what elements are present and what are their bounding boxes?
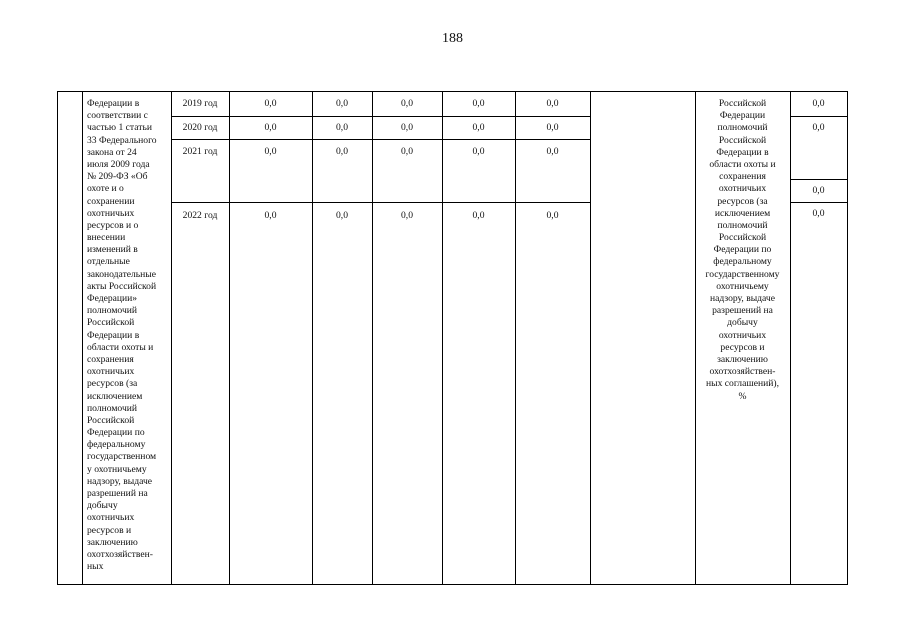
text-line: Федерации» (87, 293, 138, 304)
value-cell: 0,0 (401, 98, 413, 109)
text-line: государственном (87, 451, 157, 463)
row-divider (171, 202, 590, 203)
target-cell: 0,0 (812, 122, 825, 133)
text-line: % (738, 390, 747, 402)
year-cell: 2020 год (182, 122, 218, 133)
text-line: разрешений на (87, 488, 148, 499)
text-line: ресурсов (за (87, 378, 138, 390)
value-cell: 0,0 (472, 98, 485, 109)
row-divider (790, 202, 847, 203)
text-line: Российской (718, 232, 767, 244)
text-line: Федерации в (87, 329, 140, 341)
target-cell: 0,0 (812, 98, 825, 109)
value-cell: 0,0 (401, 122, 413, 133)
text-line: добычу (727, 317, 758, 329)
text-line: разрешений на (712, 305, 773, 317)
text-line: охотничьих (87, 512, 135, 524)
column-divider (590, 92, 591, 584)
column-divider (372, 92, 373, 584)
text-line: Российской (87, 317, 135, 329)
value-cell: 0,0 (336, 98, 348, 109)
year-cell: 2019 год (182, 98, 218, 109)
text-line: охотхозяйствен- (709, 366, 776, 378)
text-line: охотничьему (716, 280, 769, 292)
text-line: полномочий (717, 219, 768, 231)
text-line: заключению (717, 353, 768, 365)
text-line: ных (87, 561, 104, 573)
text-line: полномочий (87, 402, 138, 414)
text-line: Федерации по (713, 244, 772, 256)
value-cell: 0,0 (336, 146, 348, 157)
text-line: области охоты и (87, 341, 154, 353)
row-divider (790, 116, 847, 117)
text-line: охотничьих (87, 207, 135, 219)
row-divider (171, 139, 590, 140)
text-line: охотничьих (718, 183, 767, 195)
text-line: государственному (705, 268, 780, 280)
text-line: ресурсов и (720, 341, 765, 353)
text-line: 33 Федерального (87, 134, 157, 146)
text-line: ресурсов (за (717, 195, 768, 207)
target-cell: 0,0 (812, 185, 825, 196)
text-line: сохранении (87, 195, 135, 207)
column-divider (515, 92, 516, 584)
text-line: исключением (87, 390, 143, 402)
value-cell: 0,0 (546, 122, 559, 133)
text-line: федеральному (713, 256, 772, 268)
value-cell: 0,0 (472, 210, 485, 221)
text-line: сохранения (87, 353, 134, 365)
value-cell: 0,0 (472, 146, 485, 157)
column-divider (312, 92, 313, 584)
value-cell: 0,0 (546, 98, 559, 109)
text-line: Федерации в (716, 146, 769, 158)
text-line: Российской (718, 134, 767, 146)
text-line: охоте и о (87, 183, 124, 195)
text-line: полномочий (87, 305, 138, 317)
text-line: у охотничьему (87, 463, 147, 475)
text-line: изменений в (87, 244, 138, 256)
text-line: законодательные (87, 268, 157, 280)
value-cell: 0,0 (264, 146, 277, 157)
column-divider (229, 92, 230, 584)
row-divider (171, 116, 590, 117)
text-line: Федерации по (87, 427, 145, 439)
text-line: Российской (87, 414, 135, 426)
value-cell: 0,0 (401, 210, 413, 221)
value-cell: 0,0 (264, 122, 277, 133)
value-cell: 0,0 (264, 98, 277, 109)
text-line: ресурсов и (87, 524, 132, 536)
text-line: ных соглашений), (706, 378, 779, 390)
text-line: частью 1 статьи (87, 122, 152, 134)
text-line: Федерации (719, 110, 766, 122)
row-divider (790, 179, 847, 180)
text-line: надзору, выдаче (709, 293, 776, 304)
text-line: Федерации в (87, 98, 140, 109)
column-divider (171, 92, 172, 584)
year-cell: 2022 год (182, 210, 218, 221)
column-divider (82, 92, 83, 584)
text-line: охотничьих (718, 329, 767, 341)
text-line: надзору, выдаче (87, 475, 153, 487)
text-line: полномочий (717, 122, 768, 134)
value-cell: 0,0 (264, 210, 277, 221)
text-line: заключению (87, 536, 138, 548)
value-cell: 0,0 (546, 210, 559, 221)
text-line: исключением (714, 207, 771, 219)
text-line: федеральному (87, 439, 146, 451)
text-line: добычу (87, 500, 118, 512)
value-cell: 0,0 (336, 122, 348, 133)
text-line: сохранения (719, 171, 766, 183)
text-line: внесении (87, 232, 126, 244)
column-divider (790, 92, 791, 584)
text-line: соответствии с (87, 110, 148, 122)
column-divider (442, 92, 443, 584)
value-cell: 0,0 (546, 146, 559, 157)
target-cell: 0,0 (812, 208, 825, 219)
text-line: Российской (718, 98, 767, 109)
value-cell: 0,0 (401, 146, 413, 157)
text-line: ресурсов и о (87, 219, 139, 231)
event-description (87, 98, 171, 573)
program-table (57, 91, 848, 585)
value-cell: 0,0 (336, 210, 348, 221)
text-line: отдельные (87, 256, 130, 268)
text-line: закона от 24 (87, 146, 137, 158)
text-line: акты Российской (87, 280, 157, 292)
text-line: июля 2009 года (87, 158, 150, 170)
text-line: № 209-ФЗ «Об (87, 171, 148, 183)
text-line: области охоты и (709, 158, 776, 170)
value-cell: 0,0 (472, 122, 485, 133)
text-line: охотничьих (87, 366, 135, 378)
page-number: 188 (442, 31, 463, 46)
year-cell: 2021 год (182, 146, 218, 157)
indicator-description (695, 98, 790, 403)
text-line: охотхозяйствен- (87, 548, 153, 560)
